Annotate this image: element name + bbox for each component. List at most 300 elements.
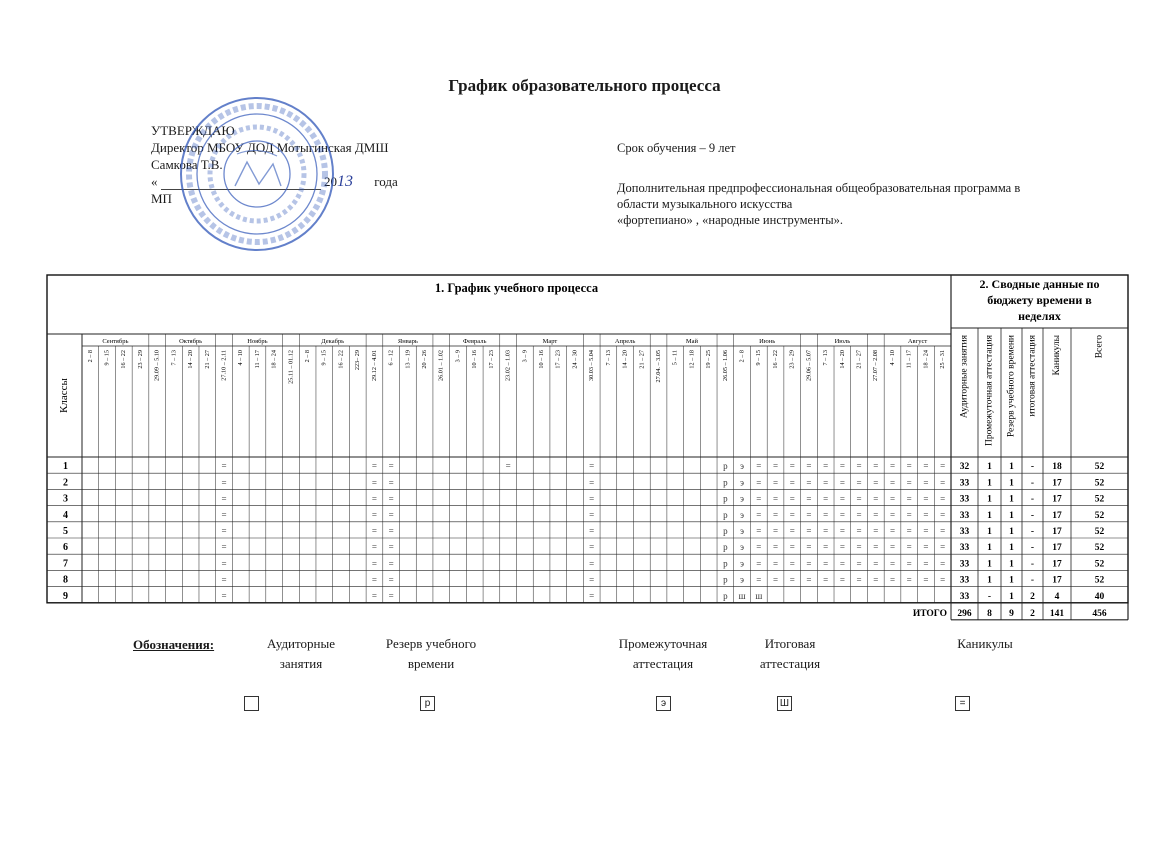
approval-block (151, 122, 451, 207)
week-label: 4 – 10 (888, 350, 896, 366)
row-mark: э (740, 493, 745, 504)
week-label: 5 – 11 (671, 350, 679, 366)
schedule-grid (47, 275, 1128, 619)
date-open-quote: « (151, 174, 158, 189)
row-mark: = (221, 574, 227, 585)
row-mark: р (723, 590, 728, 601)
week-label: 25 – 31 (939, 350, 947, 369)
week-label: 9 – 15 (103, 350, 111, 366)
row-summary-value: 18 (1052, 462, 1062, 473)
row-mark: = (756, 509, 762, 520)
row-mark: = (505, 461, 511, 472)
week-label: 24 – 30 (571, 350, 579, 369)
row-mark: = (388, 477, 394, 488)
week-label: 26.01 – 1.02 (437, 350, 445, 381)
row-summary-value: 52 (1094, 462, 1105, 473)
legend-title: Обозначения: (133, 637, 215, 652)
row-summary-value: 52 (1094, 527, 1105, 537)
row-mark: = (856, 526, 862, 536)
row-mark: = (823, 509, 829, 520)
approval-date (151, 173, 451, 190)
week-label: 23 – 29 (788, 350, 796, 369)
row-mark: = (806, 558, 812, 569)
term-text: Срок обучения – 9 лет (617, 141, 736, 155)
week-label: 27.07 – 2.08 (872, 350, 880, 381)
summary-header: Всего (1094, 335, 1105, 359)
row-mark: = (371, 461, 377, 472)
row-summary-value: 1 (987, 494, 992, 505)
row-mark: = (589, 558, 595, 569)
row-mark: = (906, 526, 912, 536)
total-value: 9 (1009, 608, 1014, 619)
row-mark: = (856, 461, 862, 472)
row-mark: = (823, 542, 829, 553)
row-mark: = (806, 542, 812, 553)
row-summary-value: 17 (1052, 527, 1062, 537)
row-mark: = (789, 542, 795, 553)
row-mark: = (889, 542, 896, 553)
row-mark: э (740, 542, 745, 553)
month-label: Январь (397, 338, 418, 345)
row-mark: = (856, 558, 862, 569)
row-mark: = (221, 526, 227, 536)
row-mark: = (371, 477, 377, 488)
row-mark: = (940, 574, 946, 585)
section1-title: 1. График учебного процесса (434, 281, 599, 295)
legend-box-reserve: р (420, 696, 435, 711)
row-mark: = (806, 574, 812, 585)
row-mark: = (873, 477, 879, 488)
week-label: 7 – 13 (604, 350, 612, 366)
total-label: ИТОГО (912, 608, 947, 619)
date-year: 13 (337, 173, 353, 190)
row-mark: = (889, 477, 896, 488)
week-label: 20 – 26 (421, 350, 429, 369)
row-mark: = (823, 574, 829, 585)
row-mark: = (789, 461, 795, 472)
row-summary-value: 17 (1052, 478, 1062, 489)
date-century: 20 (324, 174, 337, 189)
row-mark: = (388, 526, 394, 536)
summary-header: Каникулы (1052, 335, 1063, 376)
row-mark: = (772, 461, 779, 472)
row-summary-value: 33 (959, 527, 970, 537)
row-summary-value: 40 (1094, 591, 1105, 602)
month-label: Март (542, 338, 558, 345)
row-summary-value: 1 (1009, 591, 1014, 602)
week-label: 21 – 27 (855, 350, 863, 369)
month-label: Декабрь (321, 338, 345, 345)
row-mark: = (388, 574, 394, 585)
week-label: 14 – 20 (621, 350, 629, 369)
total-value: 296 (957, 608, 972, 619)
row-mark: = (371, 558, 377, 569)
week-label: 30.03 – 5.04 (588, 350, 596, 381)
row-mark: = (839, 477, 845, 488)
week-label: 3 – 9 (454, 350, 462, 363)
row-summary-value: 17 (1052, 543, 1062, 554)
row-mark: = (823, 461, 829, 472)
row-mark: = (923, 558, 929, 569)
row-class-label: 4 (63, 509, 68, 521)
row-class-label: 3 (63, 493, 68, 505)
row-mark: = (789, 493, 795, 504)
week-label: 14 – 20 (838, 350, 846, 369)
week-label: 17 – 23 (487, 350, 495, 369)
week-label: 11 – 17 (905, 350, 913, 369)
week-label: 223– 29 (354, 350, 362, 371)
row-mark: = (806, 509, 812, 520)
month-label: Февраль (462, 338, 487, 345)
date-blank-line (161, 177, 321, 190)
total-value: 456 (1092, 608, 1107, 619)
row-mark: = (856, 542, 862, 553)
week-label: 2 – 8 (304, 350, 312, 363)
page-title: График образовательного процесса (448, 76, 721, 95)
row-mark: = (756, 526, 762, 536)
row-mark: = (823, 493, 829, 504)
row-summary-value: 2 (1030, 591, 1035, 602)
row-mark: = (940, 526, 946, 536)
row-summary-value: 1 (987, 462, 992, 473)
row-mark: = (923, 477, 929, 488)
month-label: Июль (834, 338, 851, 345)
row-mark: = (873, 574, 879, 585)
row-mark: = (889, 574, 896, 585)
row-mark: = (889, 509, 896, 520)
row-mark: = (371, 590, 377, 601)
row-mark: = (789, 509, 795, 520)
classes-header: Классы (58, 378, 71, 413)
week-label: 11 – 17 (253, 350, 261, 369)
row-mark: = (856, 574, 862, 585)
row-summary-value: 33 (959, 478, 970, 489)
row-mark: = (388, 493, 394, 504)
total-value: 2 (1030, 608, 1035, 619)
row-summary-value: 32 (959, 462, 970, 473)
row-mark: ш (755, 590, 763, 601)
row-mark: = (789, 477, 795, 488)
row-summary-value: 1 (987, 510, 992, 521)
row-summary-value: 52 (1094, 478, 1105, 489)
legend-box-holidays: = (955, 696, 970, 711)
row-summary-value: 1 (1009, 510, 1014, 521)
row-class-label: 9 (63, 590, 68, 602)
row-summary-value: - (1030, 543, 1035, 554)
row-class-label: 6 (63, 542, 68, 554)
row-mark: = (371, 509, 377, 520)
row-summary-value: 1 (1009, 494, 1014, 505)
month-label: Ноябрь (247, 338, 268, 345)
row-mark: = (756, 493, 762, 504)
row-mark: = (839, 526, 845, 536)
row-mark: = (940, 493, 946, 504)
row-mark: р (723, 461, 728, 472)
week-label: 29.12 – 4.01 (370, 350, 378, 381)
row-mark: = (388, 461, 394, 472)
legend-box-classes (244, 696, 259, 711)
row-mark: = (806, 461, 812, 472)
row-summary-value: 1 (987, 559, 992, 570)
month-label: Август (907, 338, 928, 345)
row-mark: = (940, 558, 946, 569)
legend-label-holidays: Каникулы (957, 636, 1013, 651)
row-mark: = (839, 574, 845, 585)
week-label: 23 – 29 (136, 350, 144, 369)
row-summary-value: 1 (1009, 543, 1014, 554)
week-label: 16 – 22 (337, 350, 345, 369)
row-summary-value: 33 (959, 494, 970, 505)
row-mark: р (723, 574, 728, 585)
schedule-table (47, 275, 1128, 619)
row-mark: = (806, 526, 812, 536)
program-line3: «фортепиано» , «народные инструменты». (617, 213, 844, 227)
month-label: Октябрь (179, 338, 203, 345)
week-label: 19 – 25 (705, 350, 713, 369)
week-label: 26.05 – 1.06 (721, 350, 729, 381)
row-mark: = (839, 461, 845, 472)
row-mark: = (371, 493, 377, 504)
row-mark: = (772, 509, 779, 520)
week-label: 21 – 27 (638, 350, 646, 369)
row-mark: р (723, 477, 728, 488)
row-mark: = (923, 574, 929, 585)
section2-title-line: неделях (1018, 309, 1061, 323)
row-summary-value: 1 (1009, 575, 1014, 586)
row-mark: = (789, 558, 795, 569)
legend-box-interim: э (656, 696, 671, 711)
week-label: 14 – 20 (187, 350, 195, 369)
row-mark: = (889, 558, 896, 569)
row-mark: ш (738, 590, 746, 601)
approval-line1: УТВЕРЖДАЮ (151, 123, 235, 138)
summary-header: Промежуточная аттестация (984, 335, 995, 447)
approval-line2: Директор МБОУ ДОД Мотыгинская ДМШ (151, 140, 389, 155)
row-mark: = (906, 558, 912, 569)
week-label: 21 – 27 (203, 350, 211, 369)
row-mark: = (873, 526, 879, 536)
row-mark: = (856, 493, 862, 504)
row-summary-value: 52 (1094, 575, 1105, 586)
row-mark: = (772, 477, 779, 488)
row-mark: = (772, 526, 779, 536)
row-mark: = (371, 574, 377, 585)
row-summary-value: 52 (1094, 559, 1105, 570)
row-mark: = (940, 477, 946, 488)
row-mark: = (589, 461, 595, 472)
row-mark: = (589, 526, 595, 536)
week-label: 27.10 – 2.11 (220, 350, 228, 381)
row-summary-value: 1 (1009, 462, 1014, 473)
row-mark: = (756, 558, 762, 569)
row-mark: э (740, 461, 745, 472)
week-label: 18 – 24 (922, 350, 930, 369)
row-mark: = (823, 526, 829, 536)
row-mark: = (388, 542, 394, 553)
row-mark: = (839, 509, 845, 520)
week-label: 16 – 22 (120, 350, 128, 369)
row-mark: = (371, 542, 377, 553)
row-mark: э (740, 477, 745, 488)
row-mark: = (221, 542, 227, 553)
row-mark: = (906, 477, 912, 488)
row-class-label: 7 (63, 558, 68, 570)
legend-label-interim: Промежуточная аттестация (618, 636, 708, 671)
row-mark: = (221, 493, 227, 504)
row-summary-value: - (1030, 575, 1035, 586)
program-line1: Дополнительная предпрофессиональная общеобразовательная программа в (617, 181, 1021, 195)
row-mark: = (388, 558, 394, 569)
row-mark: = (923, 542, 929, 553)
section2-title-line: 2. Сводные данные по (979, 277, 1100, 291)
row-mark: = (873, 493, 879, 504)
row-mark: = (221, 590, 227, 601)
row-mark: = (589, 574, 595, 585)
week-label: 7 – 13 (822, 350, 830, 366)
row-mark: э (740, 574, 745, 585)
row-mark: р (723, 509, 728, 520)
row-mark: р (723, 526, 728, 536)
row-mark: = (806, 493, 812, 504)
row-class-label: 8 (63, 574, 68, 586)
week-label: 23.02 – 1.03 (504, 350, 512, 381)
row-mark: э (740, 558, 745, 569)
legend-box-final: Ш (777, 696, 792, 711)
row-mark: = (772, 558, 779, 569)
row-summary-value: - (1030, 462, 1035, 473)
row-summary-value: 17 (1052, 494, 1062, 505)
row-summary-value: 1 (1009, 527, 1014, 537)
week-label: 2 – 8 (86, 350, 94, 363)
week-label: 13 – 19 (404, 350, 412, 369)
row-mark: = (823, 558, 829, 569)
row-mark: = (906, 461, 912, 472)
row-mark: = (221, 558, 227, 569)
row-summary-value: - (1030, 478, 1035, 489)
row-mark: = (923, 526, 929, 536)
approval-mp: МП (151, 191, 172, 206)
row-summary-value: 1 (1009, 478, 1014, 489)
row-mark: = (923, 493, 929, 504)
row-mark: = (589, 590, 595, 601)
row-mark: = (823, 477, 829, 488)
row-mark: = (772, 493, 779, 504)
row-mark: = (923, 509, 929, 520)
row-summary-value: 1 (987, 478, 992, 489)
week-label: 29.09 – 5.10 (153, 350, 161, 381)
row-mark: р (723, 542, 728, 553)
week-label: 17 – 23 (554, 349, 562, 369)
row-mark: = (756, 574, 762, 585)
row-summary-value: 52 (1094, 510, 1105, 521)
row-mark: = (839, 542, 845, 553)
row-mark: = (940, 461, 946, 472)
row-summary-value: - (1030, 510, 1035, 521)
week-label: 10 – 16 (471, 350, 479, 369)
week-label: 10 – 16 (537, 350, 545, 369)
week-label: 25.11 – 01.12 (287, 350, 295, 384)
program-line2: области музыкального искусства (617, 197, 793, 211)
week-label: 9 – 15 (755, 350, 763, 366)
row-mark: = (856, 509, 862, 520)
row-mark: = (589, 542, 595, 553)
row-summary-value: 33 (959, 543, 970, 554)
row-mark: р (723, 493, 728, 504)
row-mark: = (756, 477, 762, 488)
row-mark: = (789, 574, 795, 585)
month-label: Апрель (614, 338, 636, 345)
row-mark: = (889, 493, 896, 504)
month-label: Июнь (759, 338, 776, 345)
row-mark: = (589, 493, 595, 504)
month-label: Сентябрь (102, 338, 129, 345)
row-mark: э (740, 526, 745, 536)
row-mark: = (221, 461, 227, 472)
row-mark: = (839, 493, 845, 504)
row-summary-value: 33 (959, 510, 970, 521)
row-summary-value: 17 (1052, 559, 1062, 570)
week-label: 29.06 – 5.07 (805, 350, 813, 381)
row-mark: = (856, 477, 862, 488)
legend-label-classes: Аудиторные занятия (267, 636, 335, 671)
row-summary-value: - (987, 591, 992, 602)
row-mark: э (740, 509, 745, 520)
row-class-label: 1 (63, 461, 68, 473)
row-summary-value: 33 (959, 559, 970, 570)
row-class-label: 5 (63, 526, 68, 537)
row-mark: = (940, 509, 946, 520)
week-label: 12 – 18 (688, 350, 696, 369)
row-summary-value: 1 (1009, 559, 1014, 570)
total-value: 141 (1049, 608, 1065, 619)
summary-header: Аудиторные занятия (959, 335, 970, 419)
row-mark: = (388, 590, 394, 601)
row-class-label: 2 (63, 477, 68, 489)
row-mark: = (772, 542, 779, 553)
row-summary-value: 4 (1054, 591, 1060, 602)
week-label: 27.04. – 3.05 (654, 350, 662, 383)
total-value: 8 (987, 608, 992, 619)
row-mark: = (756, 542, 762, 553)
row-summary-value: 17 (1052, 575, 1062, 586)
row-summary-value: 33 (959, 591, 970, 602)
row-mark: = (806, 477, 812, 488)
row-mark: р (723, 558, 728, 569)
row-summary-value: 1 (987, 575, 992, 586)
row-mark: = (221, 509, 227, 520)
row-mark: = (873, 461, 879, 472)
row-mark: = (873, 558, 879, 569)
row-mark: = (789, 526, 795, 536)
row-summary-value: 52 (1094, 494, 1105, 505)
legend-label-final: Итоговая аттестация (759, 636, 821, 671)
row-mark: = (923, 461, 929, 472)
row-summary-value: 1 (987, 527, 992, 537)
row-mark: = (940, 542, 946, 553)
table-frame (47, 275, 1128, 603)
row-mark: = (906, 574, 912, 585)
row-mark: = (889, 461, 896, 472)
row-summary-value: 33 (959, 575, 970, 586)
row-mark: = (889, 526, 896, 536)
row-summary-value: - (1030, 559, 1035, 570)
program-info (617, 140, 1057, 228)
row-mark: = (589, 509, 595, 520)
row-mark: = (371, 526, 377, 536)
row-mark: = (388, 509, 394, 520)
row-mark: = (906, 493, 912, 504)
row-mark: = (221, 477, 227, 488)
